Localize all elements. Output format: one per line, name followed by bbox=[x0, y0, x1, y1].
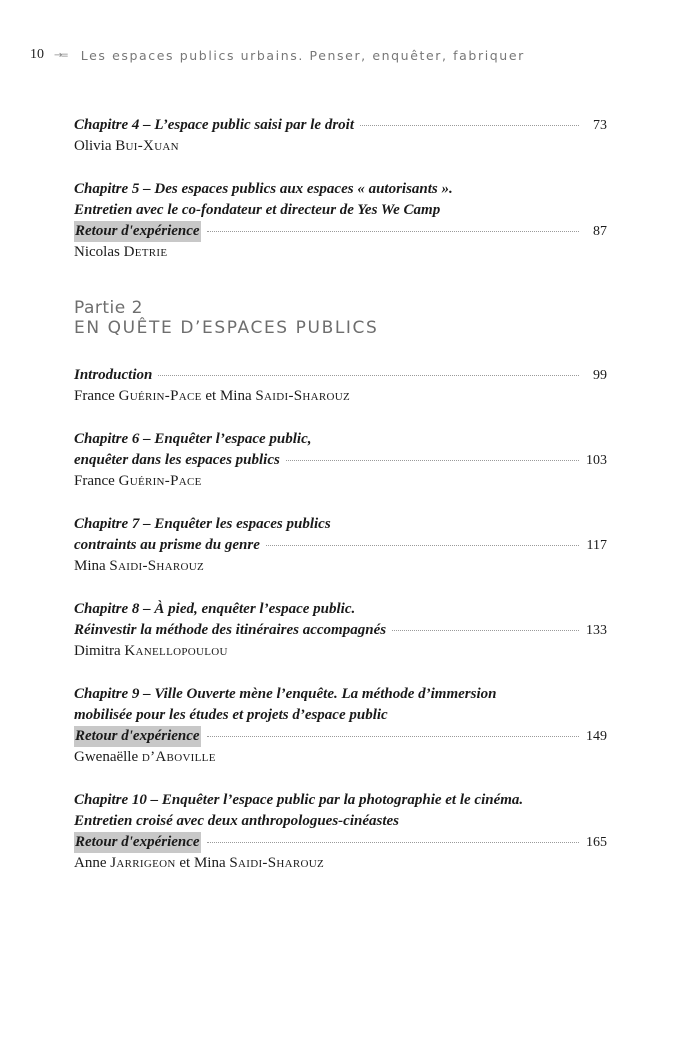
page-number: 10 bbox=[30, 47, 44, 62]
author-last-name: Kanellopoulou bbox=[124, 643, 228, 659]
toc-leader-line bbox=[74, 535, 607, 556]
chapter-author bbox=[74, 853, 607, 874]
dot-leader bbox=[207, 842, 579, 843]
retour-experience-tag: Retour d'expérience bbox=[74, 832, 201, 853]
chapter-title: enquêter dans les espaces publics bbox=[74, 452, 280, 468]
chapter-title: Réinvestir la méthode des itinéraires accompagnés bbox=[74, 622, 387, 638]
page-ref: 87 bbox=[593, 224, 607, 239]
toc-leader-line bbox=[74, 620, 607, 641]
toc-leader-line bbox=[74, 726, 607, 747]
author-last-name: Guérin-Pace bbox=[118, 473, 202, 489]
toc-entry-chapter-4[interactable] bbox=[74, 115, 607, 157]
dot-leader bbox=[207, 231, 579, 232]
toc-entry-chapter-7[interactable] bbox=[74, 514, 607, 577]
running-head bbox=[30, 46, 525, 64]
chapter-title: Introduction bbox=[74, 367, 153, 383]
part-label: Partie 2 bbox=[74, 298, 143, 318]
arrow-ornament-icon: →= bbox=[54, 49, 67, 61]
chapter-title: Chapitre 4 – L’espace public saisi par le droit bbox=[74, 117, 354, 133]
toc-leader-line bbox=[74, 221, 607, 242]
author-first-name: Olivia bbox=[74, 138, 116, 154]
chapter-title: contraints au prisme du genre bbox=[74, 537, 260, 553]
author-last-name: Detrie bbox=[123, 244, 168, 260]
toc-entry-chapter-10[interactable] bbox=[74, 790, 607, 874]
page-ref: 99 bbox=[593, 368, 607, 383]
chapter-title-line: Chapitre 5 – Des espaces publics aux espaces « autorisants ». bbox=[74, 181, 453, 197]
toc-leader-line bbox=[74, 450, 607, 471]
toc-entry-chapter-8[interactable] bbox=[74, 599, 607, 662]
author-last-name: Saidi-Sharouz bbox=[255, 388, 351, 404]
retour-experience-tag: Retour d'expérience bbox=[74, 221, 201, 242]
dot-leader bbox=[158, 375, 579, 376]
chapter-author bbox=[74, 747, 607, 768]
author-first-name: Nicolas bbox=[74, 244, 124, 260]
author-conjunction: et Mina bbox=[175, 855, 230, 871]
author-conjunction: et Mina bbox=[201, 388, 256, 404]
author-last-name: Bui-Xuan bbox=[115, 138, 179, 154]
author-first-name: Anne bbox=[74, 855, 111, 871]
dot-leader bbox=[392, 630, 579, 631]
toc-entry-chapter-5[interactable] bbox=[74, 179, 607, 263]
author-first-name: France bbox=[74, 388, 119, 404]
author-first-name: France bbox=[74, 473, 119, 489]
book-title: Les espaces publics urbains. Penser, enquêter, fabriquer bbox=[80, 47, 525, 63]
chapter-author bbox=[74, 386, 607, 407]
page-ref: 117 bbox=[586, 538, 607, 553]
toc-leader-line bbox=[74, 115, 607, 136]
chapter-title-line: Entretien avec le co-fondateur et directeur de Yes We Camp bbox=[74, 202, 441, 218]
part-heading bbox=[74, 299, 607, 339]
dot-leader bbox=[266, 545, 579, 546]
page-ref: 73 bbox=[593, 118, 607, 133]
author-last-name: Saidi-Sharouz bbox=[229, 855, 324, 871]
author-last-name: Guérin-Pace bbox=[118, 388, 202, 404]
chapter-author bbox=[74, 641, 607, 662]
toc-entry-chapter-6[interactable] bbox=[74, 429, 607, 492]
dot-leader bbox=[360, 125, 579, 126]
toc-entry-introduction[interactable] bbox=[74, 365, 607, 407]
author-first-name: Dimitra bbox=[74, 643, 125, 659]
page-ref: 165 bbox=[586, 835, 607, 850]
author-last-name: Jarrigeon bbox=[110, 855, 176, 871]
part-title: EN QUÊTE D’ESPACES PUBLICS bbox=[74, 318, 379, 338]
author-first-name: Gwenaëlle bbox=[74, 749, 142, 765]
author-last-name: d’Aboville bbox=[141, 749, 216, 765]
chapter-author bbox=[74, 136, 607, 157]
toc-entry-chapter-9[interactable] bbox=[74, 684, 607, 768]
dot-leader bbox=[286, 460, 579, 461]
chapter-author bbox=[74, 242, 607, 263]
chapter-title-line: Chapitre 6 – Enquêter l’espace public, bbox=[74, 431, 312, 447]
table-of-contents bbox=[74, 115, 607, 896]
chapter-author bbox=[74, 556, 607, 577]
dot-leader bbox=[207, 736, 579, 737]
chapter-title-line: Chapitre 8 – À pied, enquêter l’espace public. bbox=[74, 601, 356, 617]
page-ref: 133 bbox=[586, 623, 607, 638]
page-ref: 149 bbox=[586, 729, 607, 744]
retour-experience-tag: Retour d'expérience bbox=[74, 726, 201, 747]
chapter-title-line: Chapitre 10 – Enquêter l’espace public par la photographie et le cinéma. bbox=[74, 792, 524, 808]
author-last-name: Saidi-Sharouz bbox=[109, 558, 205, 574]
chapter-title-line: Entretien croisé avec deux anthropologues-cinéastes bbox=[74, 813, 399, 829]
chapter-title-line: Chapitre 7 – Enquêter les espaces publics bbox=[74, 516, 331, 532]
toc-leader-line bbox=[74, 365, 607, 386]
toc-leader-line bbox=[74, 832, 607, 853]
author-first-name: Mina bbox=[74, 558, 110, 574]
chapter-author bbox=[74, 471, 607, 492]
chapter-title-line: Chapitre 9 – Ville Ouverte mène l’enquête. La méthode d’immersion bbox=[74, 686, 497, 702]
chapter-title-line: mobilisée pour les études et projets d’espace public bbox=[74, 707, 388, 723]
page-ref: 103 bbox=[586, 453, 607, 468]
